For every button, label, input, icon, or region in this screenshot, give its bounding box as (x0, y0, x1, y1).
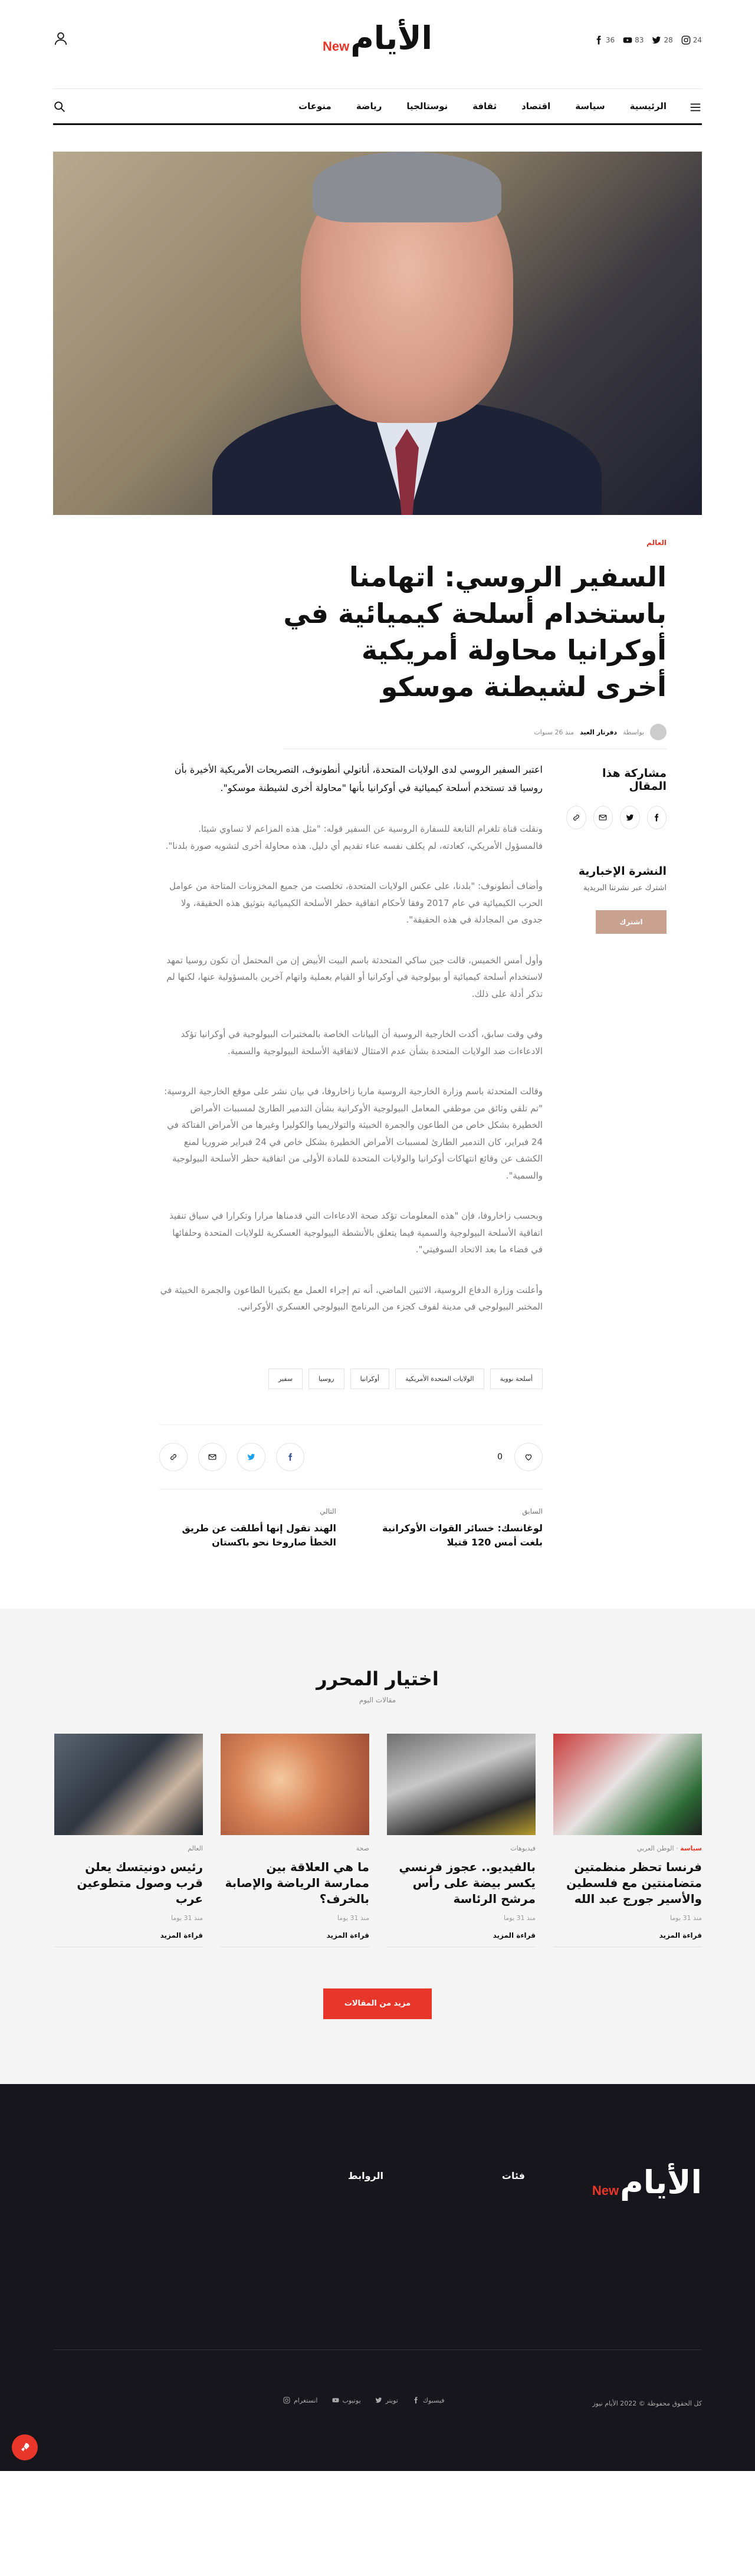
top-bar (53, 0, 702, 88)
rocket-icon (19, 2442, 31, 2453)
pick-card[interactable] (221, 1734, 369, 1947)
email-icon (599, 813, 607, 822)
share-email-button[interactable] (593, 806, 613, 829)
link-icon (572, 813, 580, 822)
pick-card-date: منذ 31 يوما (504, 1914, 536, 1922)
pick-card-image[interactable] (387, 1734, 536, 1835)
footer-logo[interactable]: New الأيام (592, 2163, 702, 2201)
twitter-icon (247, 1453, 255, 1461)
social-instagram[interactable]: 24 (681, 35, 702, 45)
article-body (159, 761, 543, 1549)
footer-categories-heading: فئات (501, 2170, 525, 2181)
facebook-icon (652, 813, 661, 822)
newsletter-subtitle: اشترك عبر نشرتنا البريدية (583, 884, 667, 893)
hero-hair-shape (313, 152, 501, 222)
link-icon (169, 1453, 178, 1461)
like-box (497, 1443, 543, 1471)
hero-image (53, 152, 702, 515)
article-tags (159, 1369, 543, 1389)
youtube-icon (623, 35, 632, 45)
heart-icon (524, 1453, 533, 1461)
pick-card-read-more[interactable]: قراءة المزيد (553, 1931, 702, 1947)
prev-next-nav (159, 1507, 543, 1550)
site-logo[interactable]: New الأيام (322, 19, 433, 57)
reaction-bar (159, 1425, 543, 1489)
pick-card-title[interactable]: ما هي العلاقة بين ممارسة الرياضة والإصابة بالخرف؟ (225, 1859, 369, 1906)
pick-card[interactable] (553, 1734, 702, 1947)
article-paragraph: اعتبر السفير الروسي لدى الولايات المتحدة، أناتولي أنطونوف، التصريحات الأمريكية الأخيرة بأن روسيا قد تستخدم أسلحة كيميائية في أوكرانيا بأنها "محاولة أخرى لشيطنة موسكو". (174, 764, 543, 793)
pick-card[interactable] (54, 1734, 203, 1947)
article-title: السفير الروسي: اتهامنا باستخدام أسلحة كيميائية في أوكرانيا محاولة أمريكية أخرى لشيطنة موسكو (283, 561, 667, 703)
share-twitter-button[interactable] (620, 806, 640, 829)
article-paragraph: وفي وقت سابق، أكدت الخارجية الروسية أن البيانات الخاصة بالمختبرات البيولوجية في أوكرانيا تؤكد الادعاءات ضد الولايات المتحدة بشأن عدم الامتثال لاتفاقية الأسلحة البيولوجية والسمية. (180, 1029, 543, 1056)
pick-card-date: منذ 31 يوما (171, 1914, 203, 1922)
pick-card-title[interactable]: رئيس دونيتسك يعلن قرب وصول متطوعين عرب (77, 1859, 203, 1906)
pick-card[interactable] (387, 1734, 536, 1947)
instagram-icon (283, 2397, 290, 2404)
pick-card-title[interactable]: فرنسا تحظر منظمتين متضامنتين مع فلسطين والأسير جورج عبد الله (566, 1859, 702, 1906)
nav-item-culture[interactable]: ثقافة (472, 101, 497, 111)
article-sidebar (566, 761, 667, 1549)
tag-item[interactable]: أوكرانيا (350, 1369, 389, 1389)
footer-copyright: كل الحقوق محفوظة © 2022 الأيام نيوز (592, 2399, 702, 2407)
tag-item[interactable]: الولايات المتحدة الأمريكية (395, 1369, 484, 1389)
share-title: مشاركة هذا المقال (602, 767, 667, 793)
bottom-share-link-button[interactable] (159, 1443, 188, 1471)
article-paragraph: وبحسب زاخاروفا، فإن "هذه المعلومات تؤكد صحة الادعاءات التي قدمناها مرارا وتكرارا في سياق تنفيذ اتفاقية الأسلحة البيولوجية والسمية فيما يتعلق بالأنشطة البيولوجية العسكرية للولايات المتحدة وحلفائها في فضاء ما بعد الاتحاد السوفيتي". (169, 1210, 543, 1255)
nav-item-politics[interactable]: سياسة (575, 101, 605, 111)
pick-card-category: العالم (188, 1844, 203, 1852)
twitter-icon (652, 35, 661, 45)
facebook-icon (286, 1453, 294, 1461)
bottom-share-facebook-button[interactable] (276, 1443, 304, 1471)
email-icon (208, 1453, 216, 1461)
facebook-icon (594, 35, 603, 45)
editors-picks (0, 1609, 755, 2084)
pick-card-category: فيديوهات (510, 1844, 536, 1852)
tag-item[interactable]: روسيا (308, 1369, 344, 1389)
share-facebook-button[interactable] (647, 806, 667, 829)
next-label: التالي (320, 1507, 336, 1515)
twitter-icon (626, 813, 634, 822)
bottom-share-email-button[interactable] (198, 1443, 226, 1471)
next-title: الهند تقول إنها أطلقت عن طريق الخطأ صاروخا نحو باكستان (182, 1522, 336, 1548)
nav-list (298, 101, 667, 111)
main-nav (53, 88, 702, 125)
pick-card-category: سياسة · الوطن العربي (636, 1844, 702, 1852)
facebook-icon (412, 2397, 419, 2404)
twitter-icon (375, 2397, 382, 2404)
article-paragraph: وقالت المتحدثة باسم وزارة الخارجية الروسية ماريا زاخاروفا، في بيان نشر على موقع الخارجية الروسية: "تم تلقي وثائق من موظفي المعامل البيولوجية الأوكرانية بشأن التدمير الطارئ لمسببات الأمراض الخطيرة بشكل خاص من الطاعون والجمرة الخبيثة والتولاريميا والكوليرا وغيرها من الأمراض الفتاكة في 24 فبراير، كان التدمير الطارئ لمسببات الأمراض الخطيرة بشكل خاص في 24 فبراير ضروريا لمنع الكشف عن وقائع انتهاكات أوكرانيا والولايات المتحدة للمادة الأولى من اتفاقية حظر الأسلحة البيولوجية والسمية". (164, 1086, 543, 1181)
article-meta (283, 724, 667, 749)
pick-card-date: منذ 31 يوما (337, 1914, 369, 1922)
nav-item-nostalgia[interactable]: نوستالجيا (406, 101, 448, 111)
pick-card-image[interactable] (221, 1734, 369, 1835)
pick-card-date: منذ 31 يوما (670, 1914, 702, 1922)
article-paragraph: وأعلنت وزارة الدفاع الروسية، الاثنين الماضي، أنه تم إجراء العمل مع بكتيريا الطاعون والجمرة الخبيثة في المختبر البيولوجي في مدينة لفوف كجزء من البرنامج البيولوجي العسكري الأوكراني. (160, 1284, 543, 1312)
picks-subtitle: مقالات اليوم (359, 1695, 396, 1704)
footer-youtube-link[interactable]: يوتيوب (332, 2397, 361, 2404)
article-date: منذ 26 سنوات (534, 728, 574, 736)
footer-links-heading: الروابط (347, 2170, 383, 2181)
site-footer (0, 2084, 755, 2471)
pick-card-read-more[interactable]: قراءة المزيد (54, 1931, 203, 1947)
author-avatar[interactable] (650, 724, 667, 740)
picks-title: اختيار المحرر (316, 1667, 439, 1690)
youtube-icon (332, 2397, 339, 2404)
next-article-link[interactable] (159, 1507, 336, 1550)
previous-title: لوغانسك: خسائر القوات الأوكرانية بلغت أمس 120 قتيلا (382, 1522, 543, 1548)
author-prefix: بواسطة (623, 728, 644, 736)
pick-card-category: صحة (356, 1844, 369, 1852)
footer-divider (53, 2349, 702, 2350)
footer-facebook-link[interactable]: فيسبوك (412, 2397, 444, 2404)
instagram-icon (681, 35, 691, 45)
previous-article-link[interactable] (366, 1507, 543, 1550)
previous-label: السابق (522, 1507, 543, 1515)
pick-card-title[interactable]: بالفيديو.. عجوز فرنسي يكسر بيضة على رأس مرشح الرئاسة (399, 1859, 536, 1906)
picks-cards (53, 1734, 702, 1947)
more-articles-button[interactable]: مزيد من المقالات (323, 1988, 432, 2019)
like-button[interactable] (514, 1443, 543, 1471)
article (88, 539, 667, 1550)
like-count: 0 (497, 1452, 503, 1462)
pick-card-read-more[interactable]: قراءة المزيد (221, 1931, 369, 1947)
nav-item-economy[interactable]: اقتصاد (521, 101, 551, 111)
social-youtube[interactable]: 83 (623, 35, 644, 45)
user-icon[interactable] (53, 31, 68, 46)
pick-card-image[interactable] (553, 1734, 702, 1835)
pick-card-read-more[interactable]: قراءة المزيد (387, 1931, 536, 1947)
author-name[interactable]: دفرتار العيد (579, 728, 618, 736)
article-category[interactable]: العالم (646, 539, 667, 547)
pick-card-image[interactable] (54, 1734, 203, 1835)
bottom-share-twitter-button[interactable] (237, 1443, 265, 1471)
tag-item[interactable]: أسلحة نووية (490, 1369, 543, 1389)
share-buttons (566, 806, 667, 829)
footer-social-links (283, 2397, 444, 2404)
footer-twitter-link[interactable]: تويتر (375, 2397, 398, 2404)
social-facebook[interactable]: 36 (594, 35, 615, 45)
floating-action-button[interactable] (12, 2434, 38, 2460)
article-paragraph: وأضاف أنطونوف: "بلدنا، على عكس الولايات المتحدة، تخلصت من جميع المخزونات المتاحة من عوامل الحرب الكيميائية في عام 2017 وفقا لأحكام اتفاقية حظر الأسلحة الكيميائية بتوثيق هذه الحقيقة، ولا جدوى من المجادلة في هذه الحقيقة". (169, 881, 543, 926)
footer-instagram-link[interactable]: انستغرام (283, 2397, 318, 2404)
social-counters (594, 35, 702, 45)
newsletter-title: النشرة الإخبارية (578, 865, 667, 878)
nav-item-sports[interactable]: رياضة (356, 101, 382, 111)
social-twitter[interactable]: 28 (652, 35, 672, 45)
share-link-button[interactable] (566, 806, 586, 829)
nav-item-misc[interactable]: منوعات (298, 101, 331, 111)
bottom-share-buttons (159, 1443, 304, 1471)
hamburger-menu-icon[interactable] (689, 101, 702, 114)
article-paragraph: وأول أمس الخميس، قالت جين ساكي المتحدثة باسم البيت الأبيض إن من المحتمل أن تكون روسيا تمهد لاستخدام أسلحة كيميائية أو بيولوجية في أوكرانيا أو القيام بعملية واتهام آخرين بالمسؤولية عنها، لكنها لم تذكر أدلة على ذلك. (166, 954, 543, 999)
search-icon[interactable] (53, 100, 66, 113)
nav-item-home[interactable]: الرئيسية (629, 101, 667, 111)
article-paragraph: ونقلت قناة تلغرام التابعة للسفارة الروسية عن السفير قوله: "مثل هذه المزاعم لا تساوي شيئا. فالمسؤول الأمريكي، كعادته، لم يكلف نفسه عناء تقديم أي دليل. هذه محاولة أخرى لتشويه صورة بلدنا". (165, 823, 543, 851)
newsletter-subscribe-button[interactable]: اشترك (596, 910, 667, 934)
tag-item[interactable]: سفير (268, 1369, 303, 1389)
